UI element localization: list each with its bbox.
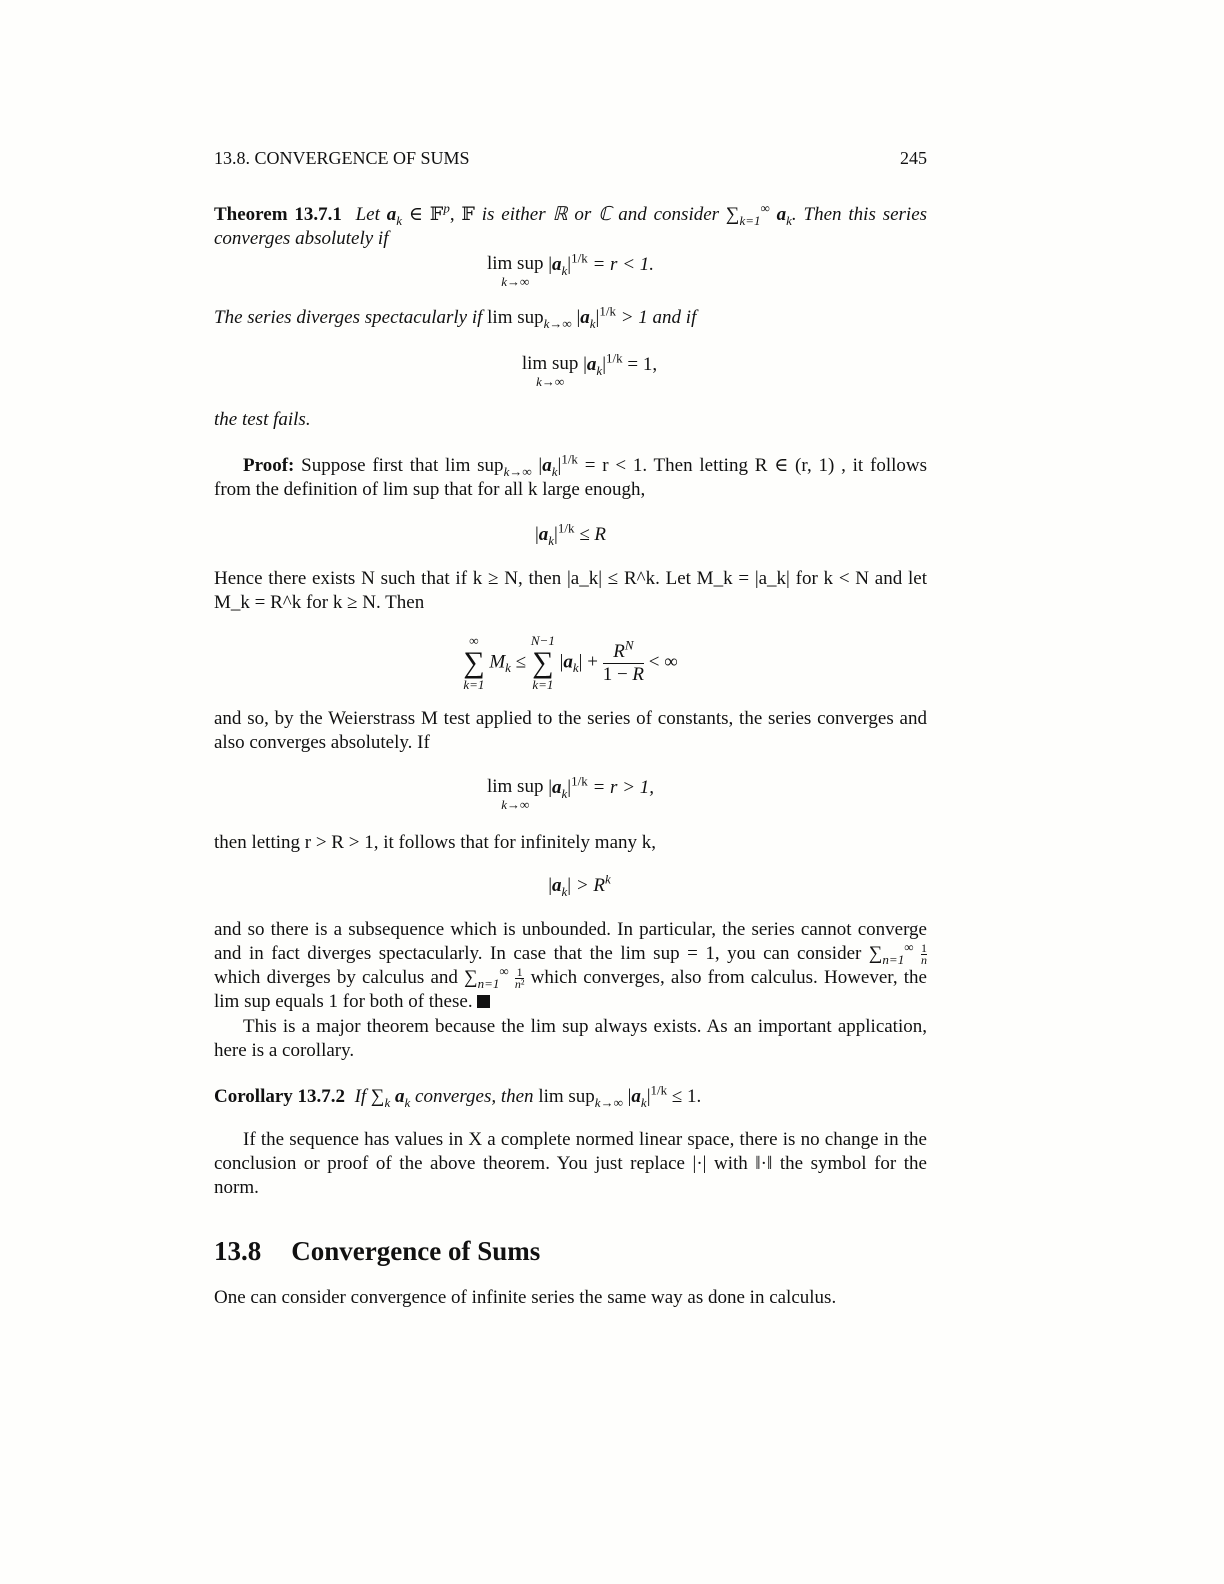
section-intro: One can consider convergence of infinite series the same way as done in calculus. [214,1287,837,1308]
remark-paragraph: If the sequence has values in X a complete normed linear space, there is no change in the conclusion or proof of the above theorem. You just replace |·| with ‖·‖ the symbol for the norm. [214,1129,927,1198]
equation-5: lim sup k→∞ $|a_k|^{1/k} = r > 1$, [486,773,655,812]
section-number: 13.8 [214,1236,262,1266]
section-title: Convergence of Sums [291,1236,541,1266]
page-number: 245 [900,148,927,168]
proof-paragraph-3: and so, by the Weierstrass M test applied to the series of constants, the series converges and also converges absolutely. If [214,708,927,753]
theorem-divergence-clause: The series diverges spectacularly if lim sup$_{k\to\infty}$ $|a_k|^{1/k} > 1$ and if [214,303,697,331]
equation-2: lim sup k→∞ $|a_k|^{1/k} = 1$, [521,350,658,389]
proof-paragraph-2: Hence there exists N such that if k ≥ N, then |a_k| ≤ R^k. Let M_k = |a_k| for k < N and let M_k = R^k for k ≥ N. Then [214,568,927,613]
equation-6: $|a_k| > R^k$ [548,871,611,899]
proof-paragraph-6: This is a major theorem because the lim sup always exists. As an important application, here is a corollary. [214,1016,927,1061]
equation-3: $|a_k|^{1/k} \le R$ [534,520,607,548]
section-heading [214,1236,927,1267]
proof-paragraph-1: Proof: Suppose first that lim sup$_{k\to\infty}$ $|a_k|^{1/k} = r < 1$. Then letting R ∈ (r, 1) , it follows from the definition of lim sup that for all k large enough, [214,451,928,500]
equation-1: lim sup k→∞ $|a_k|^{1/k} = r < 1$. [486,250,655,289]
running-header-title: 13.8. CONVERGENCE OF SUMS [214,148,470,168]
running-header [214,148,927,169]
theorem-test-fails: the test fails. [214,409,311,430]
equation-4: ∞ ∑ k=1 $M_k$ ≤ N−1 ∑ k=1 $|a_k|$ + $\frac{R^N}{1 - R}$ < ∞ [463,633,678,692]
proof-paragraph-5: and so there is a subsequence which is unbounded. In particular, the series cannot converge and in fact diverges spectacularly. In case that the lim sup = 1, you can consider $\sum_{n=1}^\infty$ $\frac{1}{n}$ which diverges by calculus and $\sum_{n=1}^\infty$ 1 n² which converges, also from calculus. However, the lim sup equals 1 for both of these. [214,919,928,1013]
corollary-label: Corollary 13.7.2 [214,1086,346,1107]
theorem-label: Theorem 13.7.1 [214,204,342,225]
proof-label: Proof: [243,455,295,476]
theorem-statement: Theorem 13.7.1 Let $a_k$ ∈ 𝔽$^p$, 𝔽 is either ℝ or ℂ and consider $\sum_{k=1}^\infty$ $a_k$. Then this series converges absolutely if [214,200,928,249]
proof-paragraph-4: then letting r > R > 1, it follows that for infinitely many k, [214,832,657,853]
qed-icon [477,995,490,1008]
corollary: Corollary 13.7.2 If $\sum_k$ $a_k$ converges, then lim sup$_{k\to\infty}$ $|a_k|^{1/k} \le 1$. [214,1082,702,1110]
